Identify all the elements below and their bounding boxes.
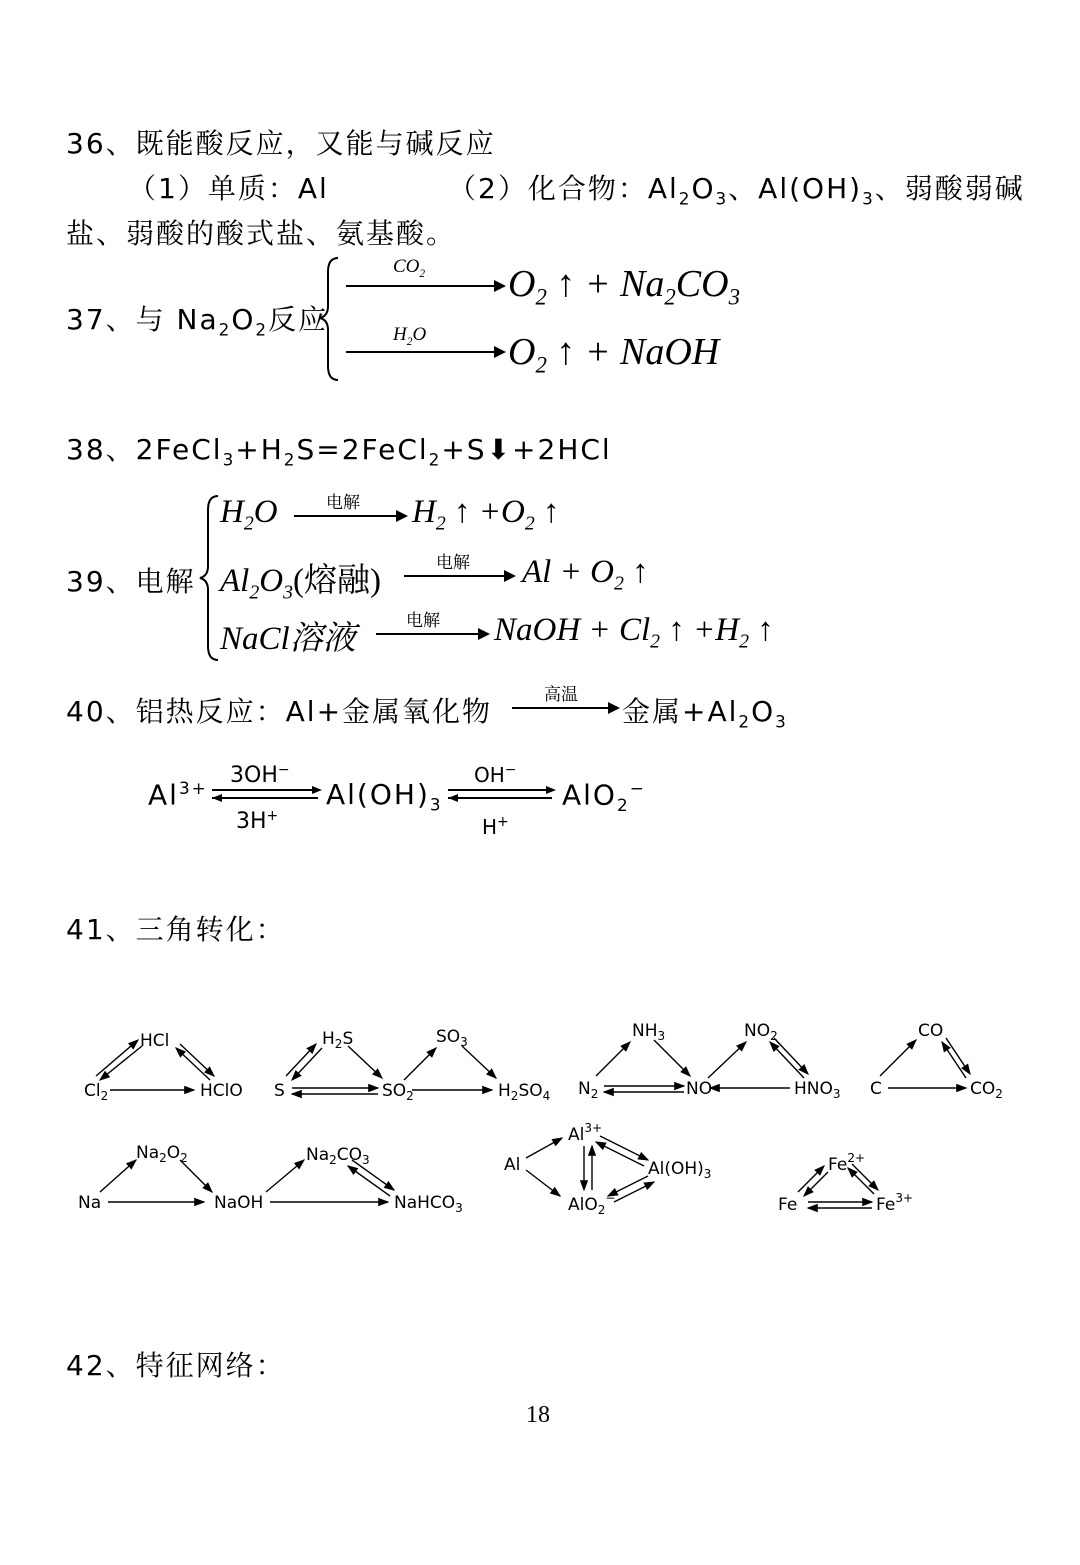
page-number: 18 xyxy=(526,1402,550,1428)
node-fe: Fe xyxy=(778,1195,798,1215)
svg-text:3OH−: 3OH− xyxy=(230,762,290,788)
node-al: Al xyxy=(504,1155,521,1175)
item-39-reaction-2-left: $Al_2O_3$(熔融) xyxy=(220,563,381,604)
c1-bottom: 3H xyxy=(236,809,267,834)
item-36-part1: （1）单质：Al xyxy=(128,172,329,205)
node-nh3: $NH_3$ xyxy=(632,1021,666,1043)
node-no2: $NO_2$ xyxy=(744,1021,778,1043)
item-42-title: 42、特征网络： xyxy=(66,1349,286,1382)
svg-text:OH−: OH− xyxy=(474,762,517,787)
node-al3: $Al^{3+}$ xyxy=(568,1121,603,1145)
node-alo2: AlO$_2$− xyxy=(568,1191,616,1217)
aluminum-hydroxide: $Al(OH)_3$ xyxy=(326,778,443,815)
item-39-reaction-3-left: NaCl溶液 xyxy=(220,621,356,657)
node-cl2: $Cl_2$ xyxy=(84,1081,109,1103)
down-arrow-icon: ⬇ xyxy=(486,433,513,466)
node-hclo: HClO xyxy=(200,1081,243,1101)
item-36-title: 36、既能酸反应，又能与碱反应 xyxy=(66,127,496,160)
item-37-cond-h2o: $H_2O$ xyxy=(393,324,427,348)
node-nahco3: NaHCO$_3$ xyxy=(394,1193,463,1215)
c2-top: OH xyxy=(474,763,505,787)
node-naoh: NaOH xyxy=(214,1193,264,1213)
node-co: CO xyxy=(918,1021,944,1041)
item-39-cond-3: 电解 xyxy=(406,611,440,631)
al3-ion: $Al^{3+}$ xyxy=(148,778,208,812)
node-na2o2: $Na_2O_2$ xyxy=(136,1143,188,1165)
item-40-arrow xyxy=(508,684,626,724)
item-39-label: 39、电解 xyxy=(66,565,196,598)
node-fe2: $Fe^{2+}$ xyxy=(828,1151,866,1175)
item-37-label: 37、与 $Na_2O_2$反应 xyxy=(66,303,329,340)
item-36-line3: 盐、弱酸的酸式盐、氨基酸。 xyxy=(66,217,457,250)
item-39-reaction-3-right: NaOH + $Cl_2$ ↑ $+H_2$ ↑ xyxy=(494,612,774,653)
item-39-reaction-1-left: $H_2O$ xyxy=(220,494,278,535)
item-37-product-1: $O_2$ ↑ + $Na_2CO_3$ xyxy=(508,263,740,310)
node-hno3: $HNO_3$ xyxy=(794,1079,841,1101)
item-37-product-2: $O_2$ ↑ + NaOH xyxy=(508,331,720,378)
item-39-reaction-2-right: $Al + O_2$ ↑ xyxy=(522,554,649,595)
svg-text:H+: H+ xyxy=(482,814,509,838)
item-39-reaction-1-right: $H_2$ ↑ $+O_2$ ↑ xyxy=(412,494,560,535)
item-37-cond-co2: $CO_2$ xyxy=(393,256,426,280)
node-h2s: $H_2S$ xyxy=(322,1029,354,1051)
node-fe3: $Fe^{3+}$ xyxy=(876,1191,914,1215)
node-so2: $SO_2$ xyxy=(382,1081,414,1103)
svg-text:3H+: 3H+ xyxy=(236,808,279,834)
item-40-text-right: 金属$+Al_2O_3$ xyxy=(622,695,788,732)
item-38-equation: 38、$2FeCl_3+H_2S=2FeCl_2+S⬇+2HCl$ xyxy=(66,433,612,470)
triangle-transformations-diagram xyxy=(60,1010,1020,1220)
aluminate-ion: AlO$_2$− xyxy=(562,778,646,815)
item-41-title: 41、三角转化： xyxy=(66,913,286,946)
node-aloh3: $Al(OH)_3$ xyxy=(648,1159,712,1181)
node-na: Na xyxy=(78,1193,102,1213)
c2-bottom: H xyxy=(482,815,498,838)
node-n2: $N_2$ xyxy=(578,1079,599,1101)
item-39-cond-2: 电解 xyxy=(436,553,470,573)
node-no: NO xyxy=(686,1079,713,1099)
node-so3: $SO_3$ xyxy=(436,1027,468,1049)
node-h2so4: $H_2SO_4$ xyxy=(498,1081,551,1103)
item-40-cond: 高温 xyxy=(544,685,578,705)
c1-top: 3OH xyxy=(230,763,278,788)
node-c: C xyxy=(870,1079,882,1099)
item-39-cond-1: 电解 xyxy=(326,493,360,513)
node-na2co3: $Na_2CO_3$ xyxy=(306,1145,370,1167)
node-co2: $CO_2$ xyxy=(970,1079,1003,1101)
node-hcl: HCl xyxy=(140,1031,170,1051)
item-40-text-left: 40、铝热反应：Al+金属氧化物 xyxy=(66,695,493,728)
node-s: S xyxy=(274,1081,285,1101)
item-36-part2: （2）化合物：$Al_2O_3$、$Al(OH)_3$、弱酸弱碱 xyxy=(448,172,1025,209)
